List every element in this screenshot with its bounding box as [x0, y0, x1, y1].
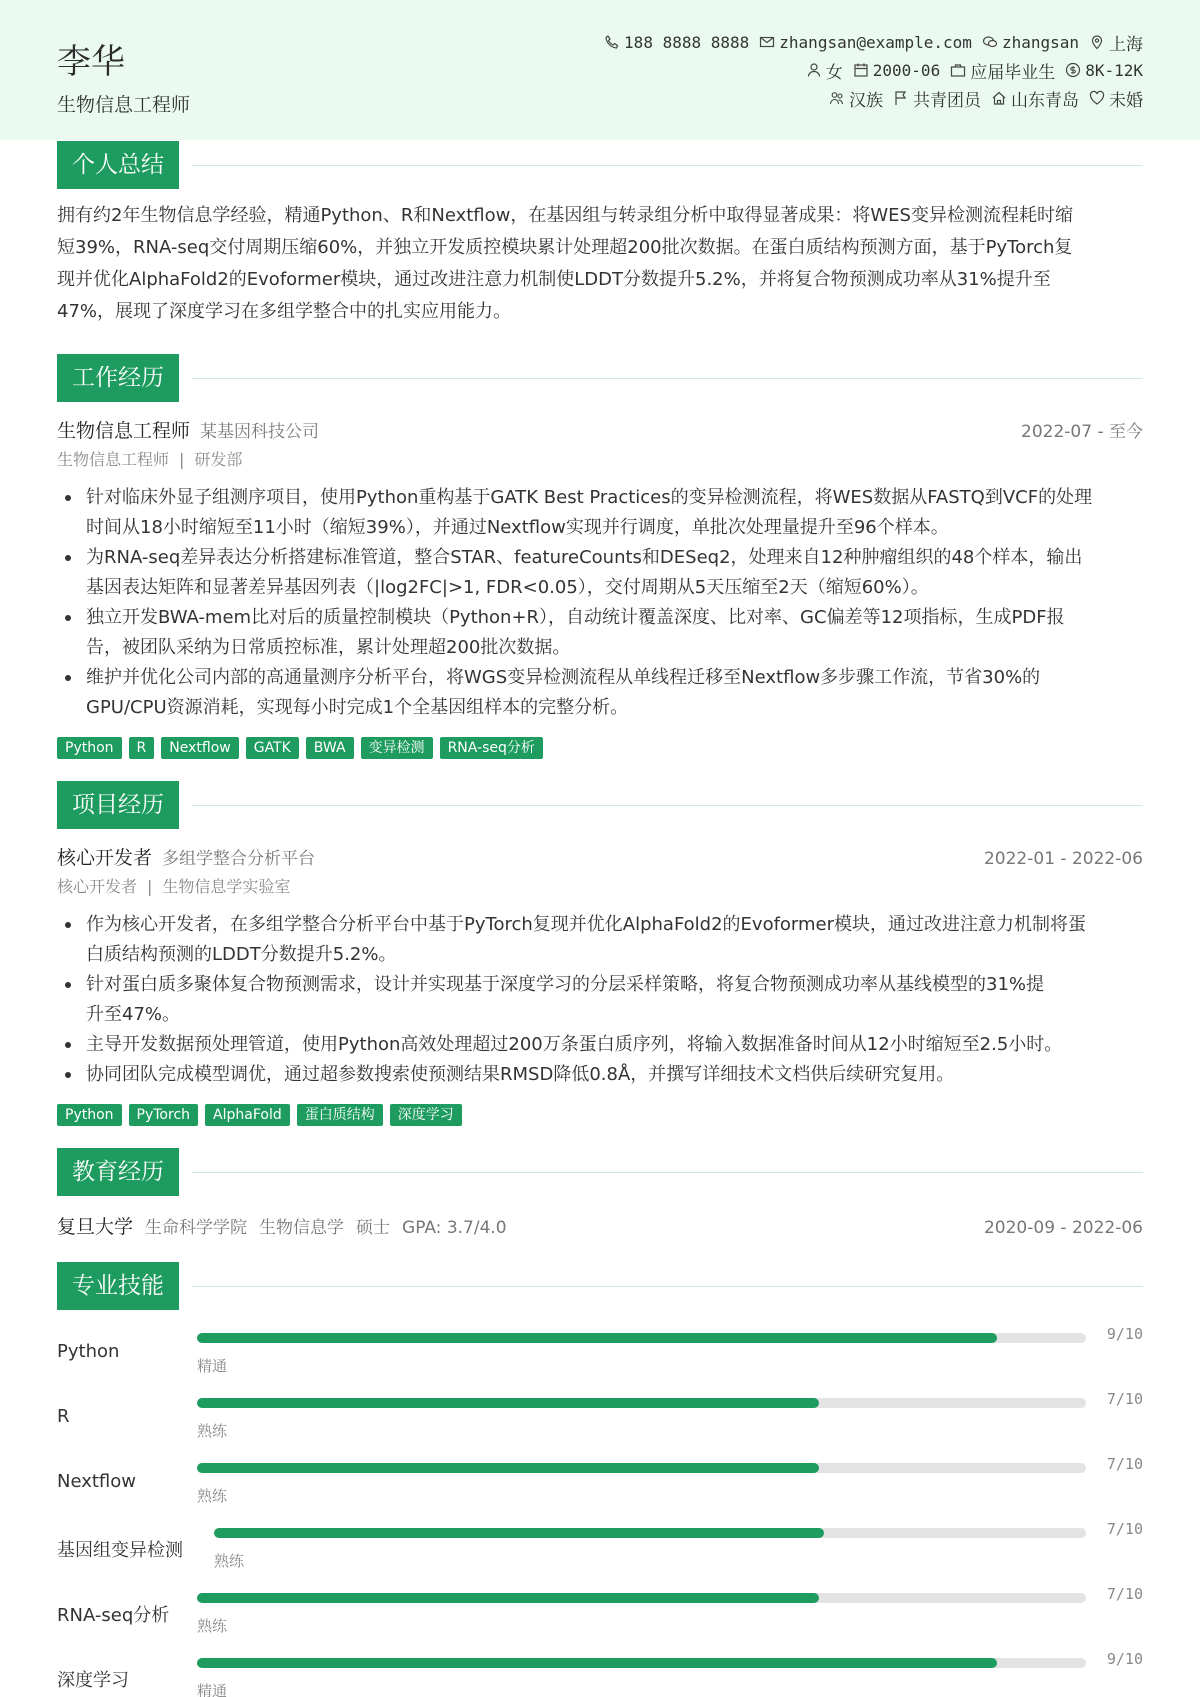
- contact-political: [893, 86, 981, 111]
- phone-icon: [604, 34, 620, 50]
- section-project: [57, 781, 1143, 829]
- skill-level: 精通: [197, 1682, 228, 1697]
- skill-score: 7/10: [1106, 1585, 1143, 1603]
- section-skills-title: 专业技能: [57, 1262, 179, 1310]
- section-divider: [192, 1172, 1143, 1173]
- skill-bar-track: [197, 1658, 1086, 1668]
- bullet-line: 针对蛋白质多聚体复合物预测需求，设计并实现基于深度学习的分层采样策略，将复合物预测成功率从基线模型的31%提: [86, 974, 1045, 995]
- contact-email-text: zhangsan@example.com: [779, 32, 972, 52]
- skill-item: [57, 1650, 1143, 1697]
- skill-name: 深度学习: [57, 1670, 129, 1691]
- skill-tag: 蛋白质结构: [297, 1104, 383, 1126]
- work-position: 生物信息工程师: [57, 450, 170, 469]
- bullet-line: 针对临床外显子组测序项目，使用Python重构基于GATK Best Practices的变异检测流程，将WES数据从FASTQ到VCF的处理: [86, 487, 1093, 508]
- skill-item: [57, 1390, 1143, 1446]
- skill-tag: Python: [57, 1104, 122, 1126]
- heart-icon: [1089, 90, 1105, 106]
- location-icon: [1089, 34, 1105, 50]
- list-item: [57, 1060, 1143, 1090]
- bullet-line: 独立开发BWA-mem比对后的质量控制模块（Python+R），自动统计覆盖深度、比对率、GC偏差等12项指标，生成PDF报: [86, 607, 1065, 628]
- section-education-title: 教育经历: [57, 1148, 179, 1196]
- skill-tag: PyTorch: [129, 1104, 198, 1126]
- bullet-line: 主导开发数据预处理管道，使用Python高效处理超过200万条蛋白质序列，将输入数据准备时间从12小时缩短至2.5小时。: [86, 1034, 1063, 1055]
- college: 生命科学学院: [145, 1218, 248, 1238]
- skill-level: 熟练: [197, 1422, 228, 1440]
- summary-text: [57, 200, 1143, 328]
- contact-row-3: [443, 84, 1143, 112]
- skill-score: 7/10: [1106, 1520, 1143, 1538]
- contact-info: [443, 28, 1143, 112]
- skill-item: [57, 1585, 1143, 1641]
- contact-political-text: 共青团员: [913, 90, 981, 111]
- skill-item: [57, 1455, 1143, 1511]
- project-title: 核心开发者: [57, 847, 153, 869]
- project-subtitle: [57, 873, 1143, 901]
- contact-ethnicity: [829, 86, 883, 111]
- skill-bar-fill: [197, 1658, 997, 1668]
- list-item: [57, 910, 1143, 970]
- skill-score: 7/10: [1106, 1390, 1143, 1408]
- skill-item: [57, 1325, 1143, 1381]
- project-bullets: [57, 910, 1143, 1090]
- bullet-line: 升至47%。: [86, 1004, 181, 1025]
- bullet-line: 协同团队完成模型调优，通过超参数搜索使预测结果RMSD降低0.8Å，并撰写详细技术文档供后续研究复用。: [86, 1064, 955, 1085]
- contact-gender: [806, 58, 843, 83]
- contact-location: [1089, 30, 1143, 55]
- contact-hometown-text: 山东青岛: [1011, 90, 1079, 111]
- summary-line: 短39%，RNA-seq交付周期压缩60%，并独立开发质控模块累计处理超200批次数据。在蛋白质结构预测方面，基于PyTorch复: [57, 237, 1073, 258]
- skill-tag: AlphaFold: [205, 1104, 290, 1126]
- contact-salary: [1065, 61, 1143, 80]
- contact-status-text: 应届毕业生: [970, 62, 1056, 83]
- contact-ethnicity-text: 汉族: [849, 90, 883, 111]
- money-icon: [1065, 62, 1081, 78]
- skill-item: [57, 1520, 1143, 1576]
- skill-level: 熟练: [197, 1617, 228, 1635]
- bullet-line: 作为核心开发者，在多组学整合分析平台中基于PyTorch复现并优化AlphaFold2的Evoformer模块，通过改进注意力机制将蛋: [86, 914, 1087, 935]
- skill-name: Nextflow: [57, 1471, 137, 1492]
- skill-tag: R: [129, 737, 155, 759]
- bullet-line: 为RNA-seq差异表达分析搭建标准管道，整合STAR、featureCounts和DESeq2，处理来自12种肿瘤组织的48个样本，输出: [86, 547, 1083, 568]
- project-position: 核心开发者: [57, 877, 138, 896]
- mail-icon: [759, 34, 775, 50]
- briefcase-icon: [950, 62, 966, 78]
- section-divider: [192, 165, 1143, 166]
- skill-bar-track: [197, 1593, 1086, 1603]
- skill-bar-track: [214, 1528, 1086, 1538]
- work-title: 生物信息工程师: [57, 420, 191, 442]
- section-project-title: 项目经历: [57, 781, 179, 829]
- section-summary-title: 个人总结: [57, 141, 179, 189]
- skill-bar-track: [197, 1463, 1086, 1473]
- section-divider: [192, 1286, 1143, 1287]
- work-date: 2022-07 - 至今: [1021, 422, 1143, 442]
- contact-phone-text: 188 8888 8888: [624, 32, 750, 52]
- list-item: [57, 970, 1143, 1030]
- contact-email: [759, 33, 972, 52]
- skill-level: 熟练: [214, 1552, 245, 1570]
- skill-name: 基因组变异检测: [57, 1540, 183, 1561]
- project-date: 2022-01 - 2022-06: [983, 849, 1143, 869]
- skill-tag: Nextflow: [161, 737, 238, 759]
- work-bullets: [57, 483, 1143, 723]
- skill-bar-fill: [197, 1333, 997, 1343]
- calendar-icon: [853, 62, 869, 78]
- group-icon: [829, 90, 845, 106]
- contact-wechat-text: zhangsan: [1001, 32, 1079, 52]
- contact-gender-text: 女: [825, 62, 843, 83]
- person-icon: [806, 62, 822, 78]
- skill-name: RNA-seq分析: [57, 1605, 170, 1626]
- bullet-line: 白质结构预测的LDDT分数提升5.2%。: [86, 944, 397, 965]
- project-tags: [57, 1104, 462, 1126]
- list-item: [57, 663, 1143, 723]
- contact-row-1: [443, 28, 1143, 56]
- section-education: [57, 1148, 1143, 1196]
- skill-name: Python: [57, 1341, 120, 1362]
- contact-wechat: [982, 33, 1079, 52]
- contact-location-text: 上海: [1109, 34, 1143, 55]
- skill-tag: 深度学习: [390, 1104, 462, 1126]
- candidate-name: 李华: [57, 42, 125, 82]
- contact-phone: [604, 33, 749, 52]
- home-icon: [991, 90, 1007, 106]
- skill-tag: GATK: [246, 737, 299, 759]
- contact-marital: [1089, 86, 1143, 111]
- section-divider: [192, 805, 1143, 806]
- degree: 硕士: [356, 1218, 391, 1238]
- skill-bar-track: [197, 1398, 1086, 1408]
- list-item: [57, 543, 1143, 603]
- summary-line: 现并优化AlphaFold2的Evoformer模块，通过改进注意力机制使LDDT分数提升5.2%，并将复合物预测成功率从31%提升至: [57, 269, 1051, 290]
- list-item: [57, 483, 1143, 543]
- contact-marital-text: 未婚: [1109, 90, 1143, 111]
- skill-tag: 变异检测: [361, 737, 433, 759]
- skill-bar-fill: [214, 1528, 824, 1538]
- skill-tag: RNA-seq分析: [440, 737, 543, 759]
- list-item: [57, 1030, 1143, 1060]
- section-work-title: 工作经历: [57, 354, 179, 402]
- skill-bar-fill: [197, 1398, 819, 1408]
- skill-level: 熟练: [197, 1487, 228, 1505]
- contact-hometown: [991, 86, 1079, 111]
- skill-bar-fill: [197, 1463, 819, 1473]
- contact-birth: [853, 61, 940, 80]
- skill-tag: Python: [57, 737, 122, 759]
- skill-score: 9/10: [1106, 1325, 1143, 1343]
- contact-salary-text: 8K-12K: [1085, 60, 1143, 80]
- bullet-line: 告，被团队采纳为日常质控标准，累计处理超200批次数据。: [86, 637, 571, 658]
- work-tags: [57, 737, 543, 759]
- project-name: 多组学整合分析平台: [162, 849, 316, 869]
- school-name: 复旦大学: [57, 1216, 134, 1238]
- summary-line: 47%，展现了深度学习在多组学整合中的扎实应用能力。: [57, 301, 512, 322]
- candidate-role: 生物信息工程师: [57, 94, 191, 116]
- section-work: [57, 354, 1143, 402]
- list-item: [57, 603, 1143, 663]
- gpa: GPA: 3.7/4.0: [402, 1218, 507, 1238]
- education-date: 2020-09 - 2022-06: [983, 1218, 1143, 1238]
- major: 生物信息学: [259, 1218, 345, 1238]
- skill-bar-track: [197, 1333, 1086, 1343]
- contact-status: [950, 58, 1055, 83]
- separator: |: [147, 877, 153, 896]
- education-entry: [57, 1212, 1143, 1239]
- skill-name: R: [57, 1406, 70, 1427]
- work-department: 研发部: [194, 450, 243, 469]
- project-department: 生物信息学实验室: [162, 877, 291, 896]
- flag-icon: [893, 90, 909, 106]
- summary-line: 拥有约2年生物信息学经验，精通Python、R和Nextflow，在基因组与转录组分析中取得显著成果：将WES变异检测流程耗时缩: [57, 205, 1073, 226]
- contact-row-2: [443, 56, 1143, 84]
- work-company: 某基因科技公司: [200, 422, 320, 442]
- work-subtitle: [57, 446, 1143, 474]
- bullet-line: GPU/CPU资源消耗，实现每小时完成1个全基因组样本的完整分析。: [86, 697, 629, 718]
- project-entry: [57, 843, 1143, 901]
- skill-tag: BWA: [306, 737, 354, 759]
- skill-level: 精通: [197, 1357, 228, 1375]
- resume-header: [0, 0, 1200, 140]
- section-skills: [57, 1262, 1143, 1310]
- separator: |: [179, 450, 185, 469]
- section-divider: [192, 378, 1143, 379]
- section-summary: [57, 141, 1143, 189]
- bullet-line: 基因表达矩阵和显著差异基因列表（|log2FC|>1, FDR<0.05），交付周期从5天压缩至2天（缩短60%）。: [86, 577, 929, 598]
- skill-bar-fill: [197, 1593, 819, 1603]
- skill-score: 9/10: [1106, 1650, 1143, 1668]
- bullet-line: 时间从18小时缩短至11小时（缩短39%），并通过Nextflow实现并行调度，单批次处理量提升至96个样本。: [86, 517, 949, 538]
- work-entry: [57, 416, 1143, 474]
- skill-score: 7/10: [1106, 1455, 1143, 1473]
- wechat-icon: [982, 34, 998, 50]
- bullet-line: 维护并优化公司内部的高通量测序分析平台，将WGS变异检测流程从单线程迁移至Nextflow多步骤工作流，节省30%的: [86, 667, 1041, 688]
- contact-birth-text: 2000-06: [872, 60, 941, 80]
